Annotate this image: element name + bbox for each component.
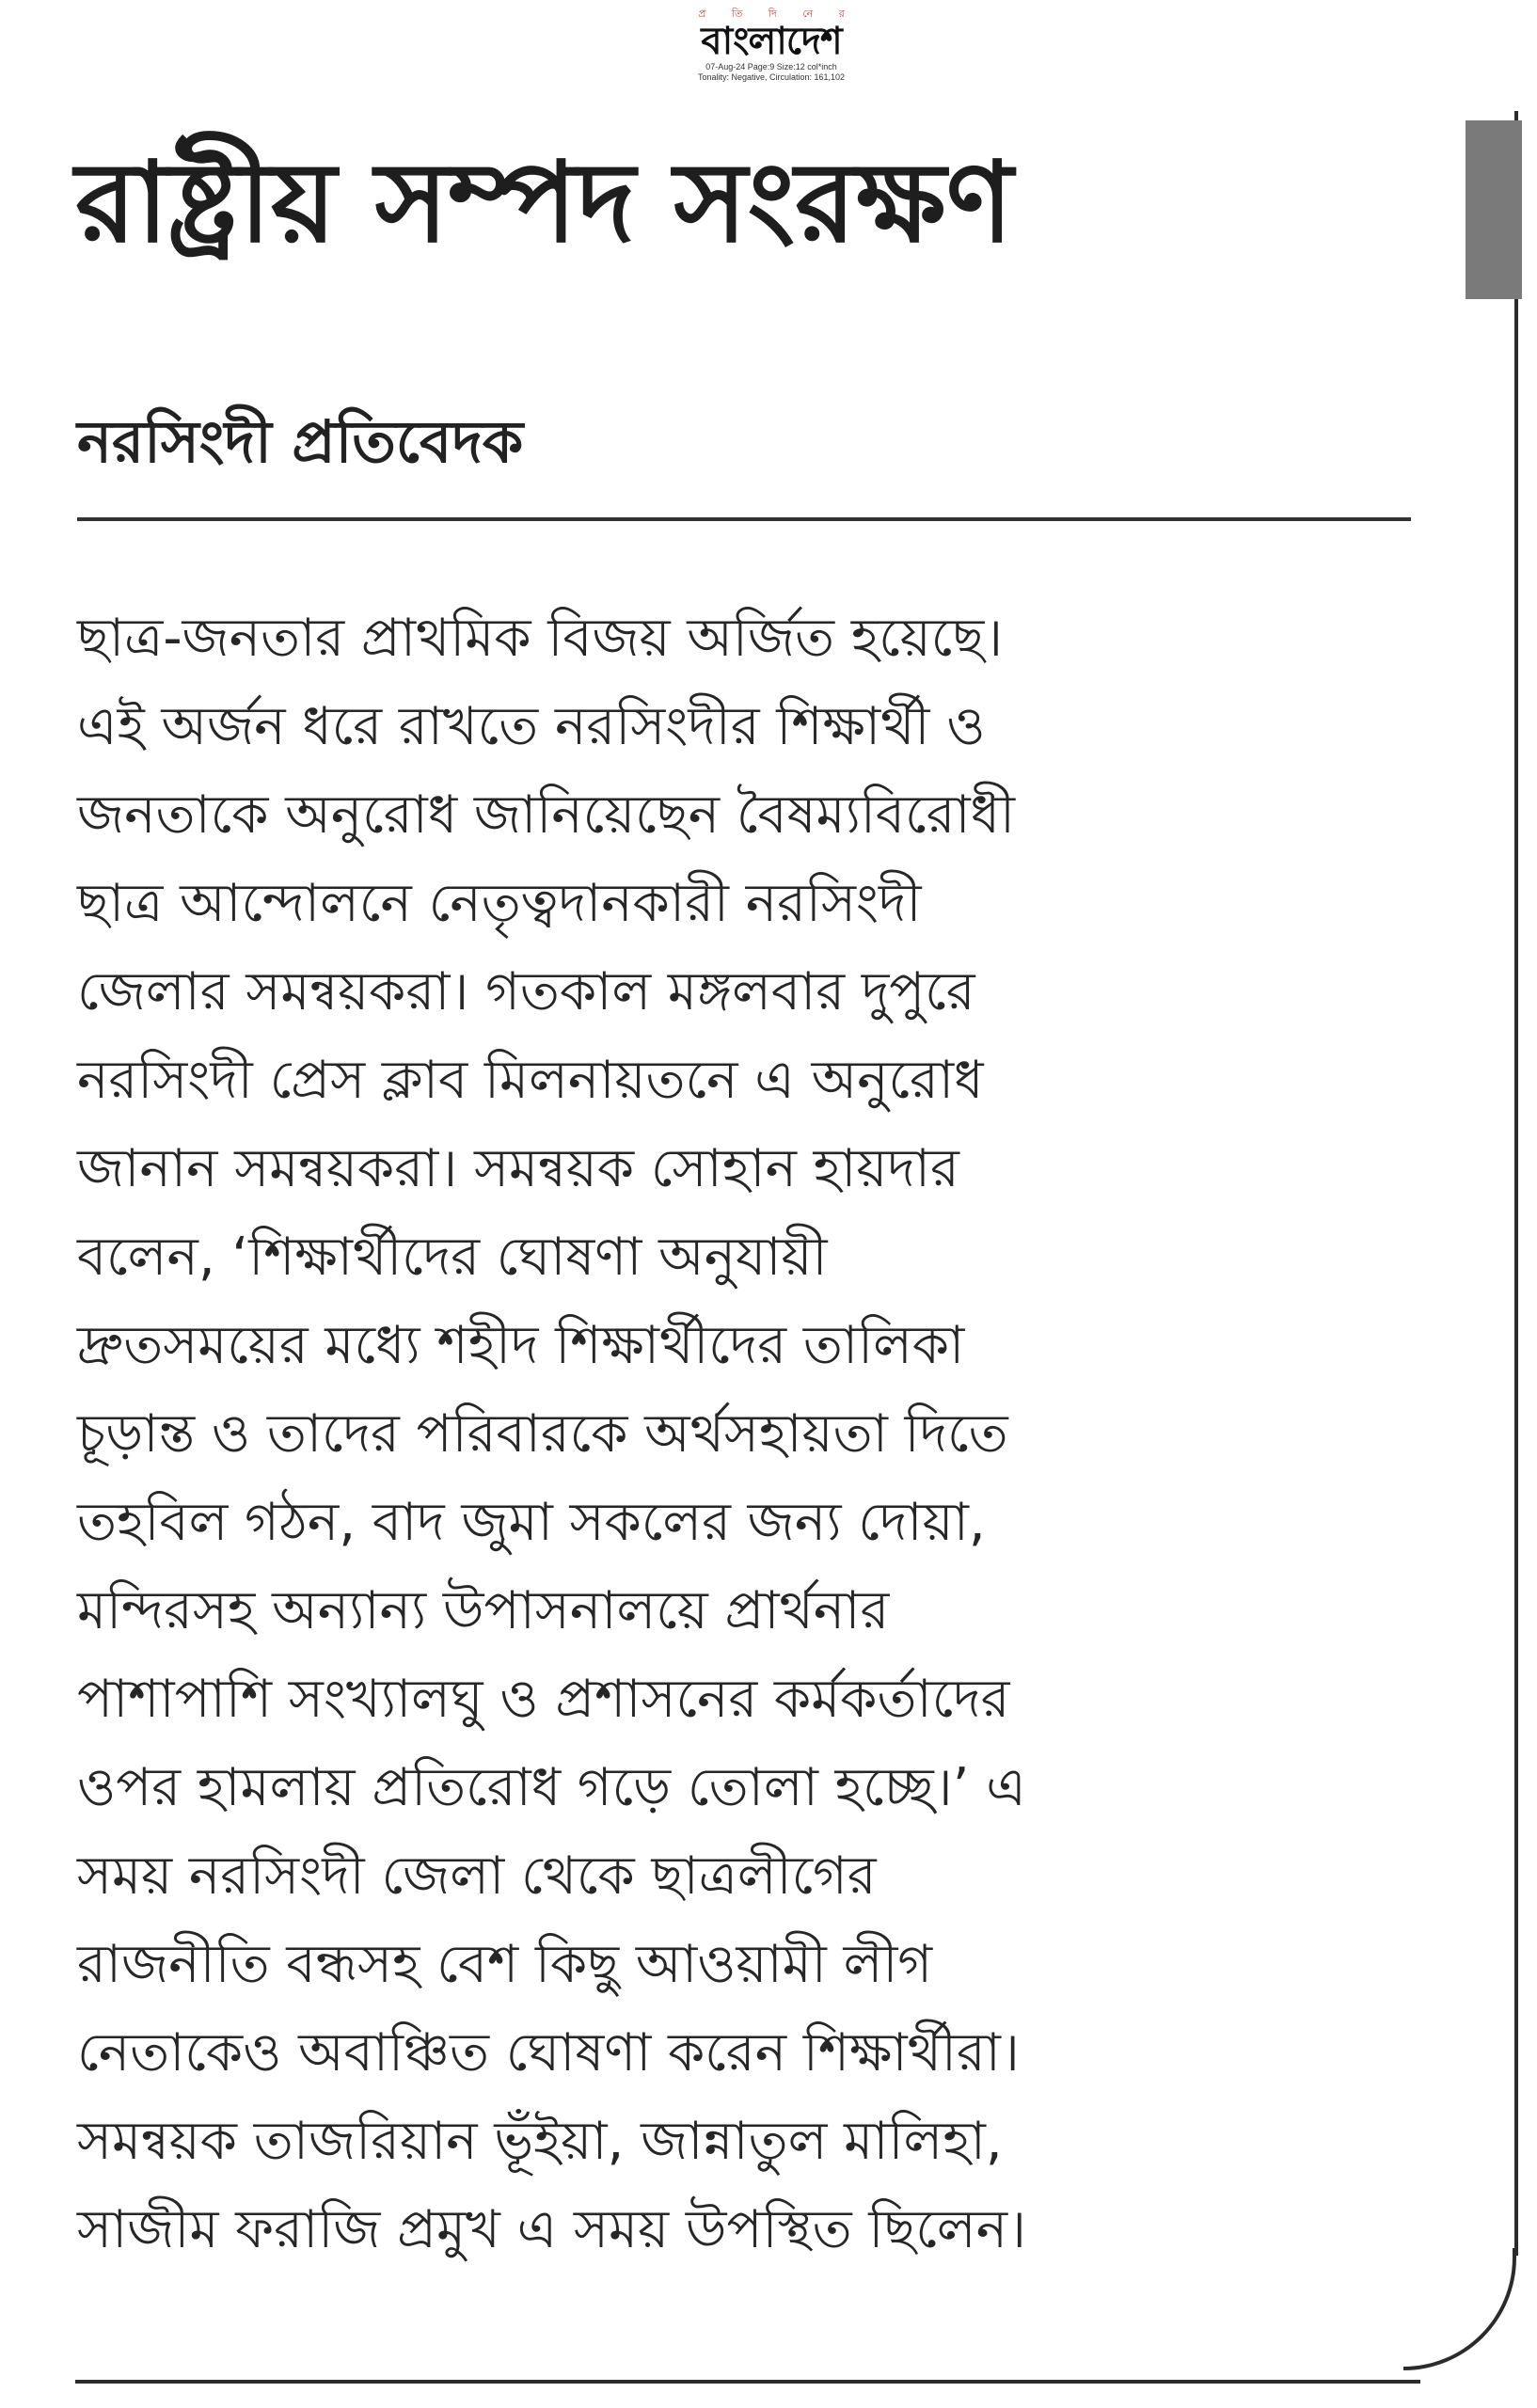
body-line: জেলার সমন্বয়করা। গতকাল মঙ্গলবার দুপুরে [77, 961, 975, 1022]
body-line: চূড়ান্ত ও তাদের পরিবারকে অর্থসহায়তা দিতে [77, 1403, 1008, 1465]
body-line: তহবিল গঠন, বাদ জুমা সকলের জন্য দোয়া, [77, 1492, 986, 1553]
scroll-tab [1466, 120, 1522, 299]
body-line: সাজীম ফরাজি প্রমুখ এ সময় উপস্থিত ছিলেন। [77, 2199, 1027, 2260]
body-line: বলেন, ‘শিক্ষার্থীদের ঘোষণা অনুযায়ী [77, 1227, 828, 1288]
body-line: জানান সমন্বয়করা। সমন্বয়ক সোহান হায়দার [77, 1138, 959, 1199]
clipping-meta-line-2: Tonality: Negative, Circulation: 161,102 [697, 72, 846, 82]
body-line: ওপর হামলায় প্রতিরোধ গড়ে তোলা হচ্ছে।’ এ [77, 1757, 1026, 1818]
body-line: দ্রুতসময়ের মধ্যে শহীদ শিক্ষার্থীদের তালিকা [77, 1315, 965, 1376]
article-headline: রাষ্ট্রীয় সম্পদ সংরক্ষণ [75, 137, 1014, 267]
body-line: ছাত্র আন্দোলনে নেতৃত্বদানকারী নরসিংদী [77, 873, 922, 934]
newspaper-logo: বাংলাদেশ [701, 20, 842, 63]
body-line: সমন্বয়ক তাজরিয়ান ভূঁইয়া, জান্নাতুল মালিহা, [77, 2111, 1003, 2172]
body-line: পাশাপাশি সংখ্যালঘু ও প্রশাসনের কর্মকর্তাদের [77, 1669, 1010, 1730]
article-byline: নরসিংদী প্রতিবেদক [77, 407, 524, 476]
bottom-rule [75, 2380, 1420, 2384]
body-line: মন্দিরসহ অন্যান্য উপাসনালয়ে প্রার্থনার [77, 1580, 890, 1641]
body-line: সময় নরসিংদী জেলা থেকে ছাত্রলীগের [77, 1846, 877, 1907]
body-line: নেতাকেও অবাঞ্চিত ঘোষণা করেন শিক্ষার্থীরা। [77, 2022, 1020, 2083]
body-line: জনতাকে অনুরোধ জানিয়েছেন বৈষম্যবিরোধী [77, 784, 1016, 846]
body-line: নরসিংদী প্রেস ক্লাব মিলনায়তনে এ অনুরোধ [77, 1050, 984, 1111]
clipping-right-border [1503, 111, 1518, 2256]
body-line: ছাত্র-জনতার প্রাথমিক বিজয় অর্জিত হয়েছে। [77, 608, 1004, 669]
byline-divider [77, 517, 1411, 521]
article-body [77, 594, 1432, 2274]
body-line: রাজনীতি বন্ধসহ বেশ কিছু আওয়ামী লীগ [77, 1934, 933, 1995]
body-line: এই অর্জন ধরে রাখতে নরসিংদীর শিক্ষার্থী ও [77, 696, 986, 757]
newspaper-masthead [621, 8, 922, 83]
clipping-meta-line-1: 07-Aug-24 Page:9 Size:12 col*inch [705, 62, 837, 71]
masthead-kicker: প্র তি দি নে র [698, 8, 856, 20]
